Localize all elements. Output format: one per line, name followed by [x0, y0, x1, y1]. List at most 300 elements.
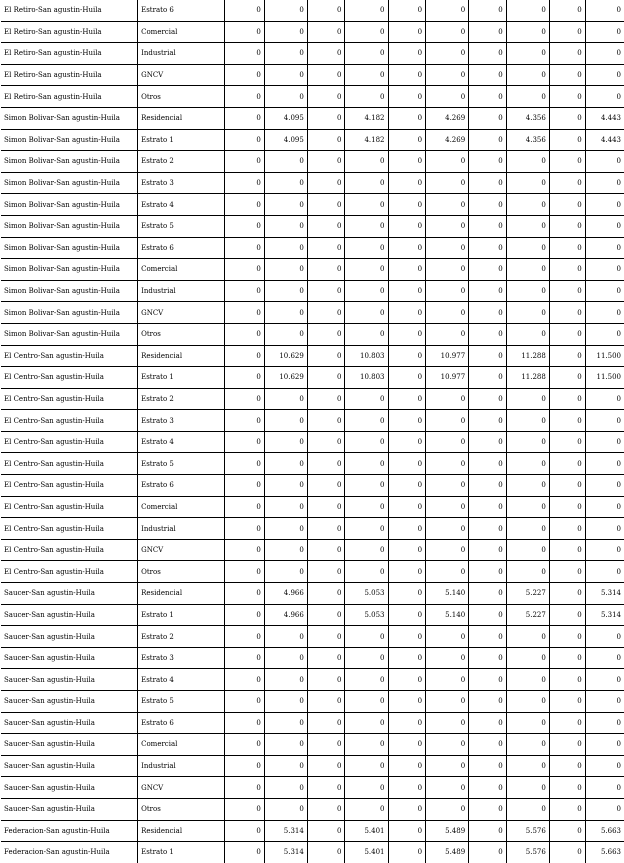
value-cell: 10.629: [264, 345, 307, 367]
value-cell: 0: [549, 561, 585, 583]
value-cell: 4.095: [264, 129, 307, 151]
value-cell: 0: [264, 21, 307, 43]
value-cell: 0: [506, 151, 549, 173]
category-cell: Industrial: [138, 755, 225, 777]
location-cell: El Centro-San agustin-Huila: [1, 453, 138, 475]
value-cell: 0: [345, 647, 388, 669]
table-row: [1, 691, 624, 713]
table-row: [1, 777, 624, 799]
value-cell: 0: [307, 410, 345, 432]
value-cell: 0: [549, 129, 585, 151]
value-cell: 0: [264, 410, 307, 432]
value-cell: 0: [345, 64, 388, 86]
value-cell: 0: [469, 194, 507, 216]
location-cell: El Centro-San agustin-Huila: [1, 431, 138, 453]
value-cell: 11.288: [506, 345, 549, 367]
location-cell: Simon Bolivar-San agustin-Huila: [1, 302, 138, 324]
value-cell: 0: [549, 647, 585, 669]
value-cell: 0: [224, 280, 264, 302]
value-cell: 0: [224, 388, 264, 410]
value-cell: 0: [549, 367, 585, 389]
value-cell: 0: [345, 518, 388, 540]
table-row: [1, 647, 624, 669]
table-row: [1, 21, 624, 43]
value-cell: 0: [224, 820, 264, 842]
value-cell: 0: [264, 626, 307, 648]
value-cell: 0: [307, 734, 345, 756]
category-cell: Estrato 2: [138, 626, 225, 648]
value-cell: 0: [224, 259, 264, 281]
value-cell: 0: [426, 302, 469, 324]
value-cell: 0: [264, 302, 307, 324]
value-cell: 0: [224, 842, 264, 863]
category-cell: Estrato 4: [138, 669, 225, 691]
value-cell: 0: [549, 107, 585, 129]
value-cell: 0: [224, 0, 264, 21]
value-cell: 0: [469, 172, 507, 194]
value-cell: 0: [426, 496, 469, 518]
value-cell: 0: [345, 280, 388, 302]
value-cell: 0: [345, 626, 388, 648]
value-cell: 0: [224, 431, 264, 453]
value-cell: 0: [469, 345, 507, 367]
value-cell: 0: [469, 64, 507, 86]
value-cell: 0: [585, 259, 624, 281]
location-cell: Simon Bolivar-San agustin-Huila: [1, 280, 138, 302]
value-cell: 0: [585, 734, 624, 756]
value-cell: 0: [549, 215, 585, 237]
location-cell: El Centro-San agustin-Huila: [1, 518, 138, 540]
value-cell: 0: [224, 107, 264, 129]
table-row: [1, 302, 624, 324]
value-cell: 0: [388, 842, 426, 863]
value-cell: 0: [585, 431, 624, 453]
category-cell: Estrato 3: [138, 172, 225, 194]
location-cell: Saucer-San agustin-Huila: [1, 647, 138, 669]
table-body: [1, 0, 624, 863]
location-cell: Saucer-San agustin-Huila: [1, 777, 138, 799]
value-cell: 0: [224, 215, 264, 237]
value-cell: 0: [506, 323, 549, 345]
location-cell: Simon Bolivar-San agustin-Huila: [1, 323, 138, 345]
value-cell: 0: [469, 734, 507, 756]
value-cell: 0: [585, 539, 624, 561]
category-cell: GNCV: [138, 539, 225, 561]
value-cell: 0: [426, 323, 469, 345]
value-cell: 5.576: [506, 842, 549, 863]
value-cell: 0: [469, 43, 507, 65]
value-cell: 0: [264, 194, 307, 216]
value-cell: 0: [224, 604, 264, 626]
value-cell: 0: [549, 669, 585, 691]
value-cell: 0: [264, 734, 307, 756]
value-cell: 0: [585, 388, 624, 410]
category-cell: Residencial: [138, 345, 225, 367]
value-cell: 5.227: [506, 583, 549, 605]
value-cell: 4.095: [264, 107, 307, 129]
value-cell: 0: [549, 798, 585, 820]
value-cell: 0: [307, 151, 345, 173]
table-row: [1, 86, 624, 108]
value-cell: 0: [388, 367, 426, 389]
location-cell: Simon Bolivar-San agustin-Huila: [1, 129, 138, 151]
value-cell: 0: [307, 345, 345, 367]
value-cell: 0: [585, 691, 624, 713]
category-cell: Estrato 3: [138, 410, 225, 432]
value-cell: 0: [469, 820, 507, 842]
value-cell: 0: [549, 475, 585, 497]
value-cell: 0: [549, 626, 585, 648]
value-cell: 0: [224, 323, 264, 345]
value-cell: 0: [388, 345, 426, 367]
value-cell: 0: [388, 496, 426, 518]
value-cell: 0: [264, 151, 307, 173]
value-cell: 0: [224, 21, 264, 43]
value-cell: 0: [426, 43, 469, 65]
value-cell: 0: [345, 798, 388, 820]
value-cell: 0: [469, 237, 507, 259]
category-cell: Residencial: [138, 820, 225, 842]
value-cell: 0: [224, 712, 264, 734]
value-cell: 0: [549, 496, 585, 518]
table-row: [1, 64, 624, 86]
value-cell: 0: [426, 259, 469, 281]
value-cell: 0: [345, 453, 388, 475]
value-cell: 0: [585, 755, 624, 777]
value-cell: 0: [307, 431, 345, 453]
value-cell: 0: [307, 777, 345, 799]
value-cell: 0: [469, 518, 507, 540]
value-cell: 0: [224, 367, 264, 389]
value-cell: 0: [388, 129, 426, 151]
value-cell: 0: [264, 453, 307, 475]
location-cell: El Centro-San agustin-Huila: [1, 475, 138, 497]
value-cell: 0: [426, 0, 469, 21]
value-cell: 0: [469, 691, 507, 713]
value-cell: 0: [388, 21, 426, 43]
value-cell: 0: [224, 86, 264, 108]
table-row: [1, 367, 624, 389]
value-cell: 0: [506, 21, 549, 43]
value-cell: 0: [224, 475, 264, 497]
value-cell: 0: [264, 280, 307, 302]
table-row: [1, 798, 624, 820]
location-cell: El Centro-San agustin-Huila: [1, 388, 138, 410]
value-cell: 5.401: [345, 842, 388, 863]
value-cell: 0: [345, 539, 388, 561]
location-cell: Saucer-San agustin-Huila: [1, 669, 138, 691]
table-row: [1, 0, 624, 21]
value-cell: 0: [388, 151, 426, 173]
category-cell: Estrato 1: [138, 842, 225, 863]
value-cell: 0: [264, 691, 307, 713]
value-cell: 0: [388, 86, 426, 108]
value-cell: 10.977: [426, 367, 469, 389]
value-cell: 0: [264, 323, 307, 345]
category-cell: Comercial: [138, 496, 225, 518]
table-row: [1, 431, 624, 453]
value-cell: 4.269: [426, 129, 469, 151]
value-cell: 0: [388, 647, 426, 669]
table-row: [1, 43, 624, 65]
value-cell: 0: [549, 172, 585, 194]
value-cell: 10.803: [345, 367, 388, 389]
value-cell: 0: [469, 842, 507, 863]
value-cell: 4.356: [506, 129, 549, 151]
value-cell: 0: [549, 0, 585, 21]
category-cell: Otros: [138, 561, 225, 583]
value-cell: 0: [585, 86, 624, 108]
value-cell: 0: [506, 777, 549, 799]
value-cell: 0: [307, 86, 345, 108]
value-cell: 0: [469, 129, 507, 151]
table-row: [1, 280, 624, 302]
value-cell: 0: [224, 626, 264, 648]
value-cell: 0: [388, 734, 426, 756]
value-cell: 0: [549, 345, 585, 367]
value-cell: 11.500: [585, 367, 624, 389]
value-cell: 0: [469, 302, 507, 324]
table-row: [1, 172, 624, 194]
value-cell: 0: [264, 496, 307, 518]
category-cell: Estrato 6: [138, 475, 225, 497]
value-cell: 0: [426, 280, 469, 302]
value-cell: 0: [224, 43, 264, 65]
value-cell: 0: [426, 777, 469, 799]
value-cell: 10.803: [345, 345, 388, 367]
value-cell: 0: [585, 64, 624, 86]
value-cell: 0: [224, 237, 264, 259]
value-cell: 0: [506, 302, 549, 324]
table-row: [1, 604, 624, 626]
value-cell: 0: [469, 215, 507, 237]
category-cell: Estrato 1: [138, 367, 225, 389]
value-cell: 0: [388, 107, 426, 129]
value-cell: 0: [224, 755, 264, 777]
value-cell: 0: [224, 647, 264, 669]
table-row: [1, 215, 624, 237]
table-row: [1, 712, 624, 734]
location-cell: Federacion-San agustin-Huila: [4, 848, 110, 857]
location-cell: Simon Bolivar-San agustin-Huila: [1, 259, 138, 281]
value-cell: 0: [388, 280, 426, 302]
table-row: [1, 734, 624, 756]
value-cell: 0: [585, 215, 624, 237]
value-cell: 0: [388, 798, 426, 820]
value-cell: 0: [506, 734, 549, 756]
value-cell: 0: [469, 755, 507, 777]
value-cell: 0: [345, 431, 388, 453]
value-cell: 0: [345, 172, 388, 194]
value-cell: 5.053: [345, 604, 388, 626]
value-cell: 0: [506, 172, 549, 194]
value-cell: 0: [224, 669, 264, 691]
value-cell: 0: [224, 194, 264, 216]
value-cell: 0: [388, 172, 426, 194]
category-cell: Estrato 6: [138, 237, 225, 259]
value-cell: 0: [388, 194, 426, 216]
value-cell: 0: [585, 410, 624, 432]
value-cell: 0: [426, 518, 469, 540]
value-cell: 0: [224, 561, 264, 583]
value-cell: 0: [549, 43, 585, 65]
value-cell: 0: [549, 64, 585, 86]
category-cell: Industrial: [138, 518, 225, 540]
category-cell: Estrato 4: [138, 194, 225, 216]
value-cell: 0: [549, 280, 585, 302]
value-cell: 0: [426, 237, 469, 259]
value-cell: 0: [307, 367, 345, 389]
value-cell: 0: [388, 669, 426, 691]
value-cell: 0: [388, 777, 426, 799]
value-cell: 0: [469, 431, 507, 453]
value-cell: 0: [307, 712, 345, 734]
value-cell: 0: [388, 691, 426, 713]
value-cell: 0: [224, 151, 264, 173]
value-cell: 0: [585, 172, 624, 194]
value-cell: 0: [469, 712, 507, 734]
category-cell: Comercial: [138, 21, 225, 43]
category-cell: Otros: [138, 86, 225, 108]
location-cell: Simon Bolivar-San agustin-Huila: [1, 107, 138, 129]
category-cell: Industrial: [138, 43, 225, 65]
table-row: [1, 561, 624, 583]
category-cell: Estrato 6: [138, 0, 225, 21]
value-cell: 0: [469, 777, 507, 799]
value-cell: 0: [224, 453, 264, 475]
category-cell: Comercial: [138, 734, 225, 756]
value-cell: 0: [585, 798, 624, 820]
table-row: [1, 626, 624, 648]
category-cell: GNCV: [138, 64, 225, 86]
value-cell: 4.966: [264, 604, 307, 626]
value-cell: 0: [469, 604, 507, 626]
value-cell: 0: [307, 496, 345, 518]
table-row: [1, 388, 624, 410]
value-cell: 0: [469, 280, 507, 302]
value-cell: 0: [506, 712, 549, 734]
value-cell: 0: [469, 410, 507, 432]
value-cell: 5.314: [264, 842, 307, 863]
value-cell: 5.053: [345, 583, 388, 605]
value-cell: 0: [549, 539, 585, 561]
category-cell: Estrato 1: [138, 604, 225, 626]
value-cell: 0: [345, 237, 388, 259]
category-cell: Estrato 2: [138, 388, 225, 410]
value-cell: 0: [506, 669, 549, 691]
value-cell: 0: [506, 496, 549, 518]
value-cell: 0: [307, 691, 345, 713]
value-cell: 10.977: [426, 345, 469, 367]
value-cell: 0: [426, 453, 469, 475]
location-cell: Saucer-San agustin-Huila: [1, 798, 138, 820]
value-cell: 0: [345, 259, 388, 281]
value-cell: 0: [264, 561, 307, 583]
value-cell: 0: [345, 755, 388, 777]
value-cell: 0: [469, 107, 507, 129]
value-cell: 0: [388, 820, 426, 842]
value-cell: 0: [469, 86, 507, 108]
value-cell: 0: [585, 453, 624, 475]
value-cell: 0: [585, 194, 624, 216]
value-cell: 0: [549, 323, 585, 345]
value-cell: 0: [388, 453, 426, 475]
table-row: [1, 259, 624, 281]
value-cell: 0: [345, 669, 388, 691]
value-cell: 0: [585, 647, 624, 669]
value-cell: 5.576: [506, 820, 549, 842]
value-cell: 4.443: [585, 107, 624, 129]
value-cell: 0: [506, 647, 549, 669]
category-cell: Estrato 4: [138, 431, 225, 453]
category-cell: Estrato 1: [138, 129, 225, 151]
value-cell: 0: [426, 712, 469, 734]
value-cell: 0: [388, 259, 426, 281]
value-cell: 0: [345, 691, 388, 713]
value-cell: 0: [224, 777, 264, 799]
value-cell: 0: [469, 798, 507, 820]
value-cell: 0: [345, 21, 388, 43]
value-cell: 0: [345, 712, 388, 734]
value-cell: 0: [469, 539, 507, 561]
location-cell: Simon Bolivar-San agustin-Huila: [1, 172, 138, 194]
location-cell: El Centro-San agustin-Huila: [1, 539, 138, 561]
value-cell: 0: [388, 755, 426, 777]
category-cell: GNCV: [138, 302, 225, 324]
value-cell: 0: [264, 0, 307, 21]
location-cell: Federacion-San agustin-Huila: [1, 820, 138, 842]
value-cell: 4.269: [426, 107, 469, 129]
value-cell: 0: [264, 388, 307, 410]
value-cell: 0: [264, 172, 307, 194]
value-cell: 0: [426, 647, 469, 669]
table-row: [1, 410, 624, 432]
value-cell: 0: [307, 43, 345, 65]
location-cell: Simon Bolivar-San agustin-Huila: [1, 151, 138, 173]
value-cell: 0: [426, 64, 469, 86]
value-cell: 0: [506, 237, 549, 259]
value-cell: 0: [264, 669, 307, 691]
value-cell: 0: [426, 151, 469, 173]
value-cell: 0: [224, 539, 264, 561]
value-cell: 0: [549, 410, 585, 432]
table-row: [1, 194, 624, 216]
location-cell: El Centro-San agustin-Huila: [1, 410, 138, 432]
value-cell: 0: [506, 280, 549, 302]
value-cell: 0: [549, 734, 585, 756]
value-cell: 0: [307, 21, 345, 43]
gas-demand-table: [1, 0, 624, 863]
value-cell: 5.314: [264, 820, 307, 842]
value-cell: 0: [388, 215, 426, 237]
category-cell: Otros: [138, 798, 225, 820]
value-cell: 0: [426, 561, 469, 583]
table-row: [1, 345, 624, 367]
value-cell: 0: [345, 496, 388, 518]
value-cell: 0: [506, 798, 549, 820]
value-cell: 0: [426, 86, 469, 108]
value-cell: 5.314: [585, 583, 624, 605]
value-cell: 0: [264, 475, 307, 497]
location-cell: Saucer-San agustin-Huila: [1, 691, 138, 713]
value-cell: 0: [307, 755, 345, 777]
value-cell: 0: [345, 734, 388, 756]
value-cell: 0: [264, 64, 307, 86]
value-cell: 0: [426, 734, 469, 756]
value-cell: 0: [469, 21, 507, 43]
value-cell: 0: [307, 475, 345, 497]
table-row: [1, 475, 624, 497]
